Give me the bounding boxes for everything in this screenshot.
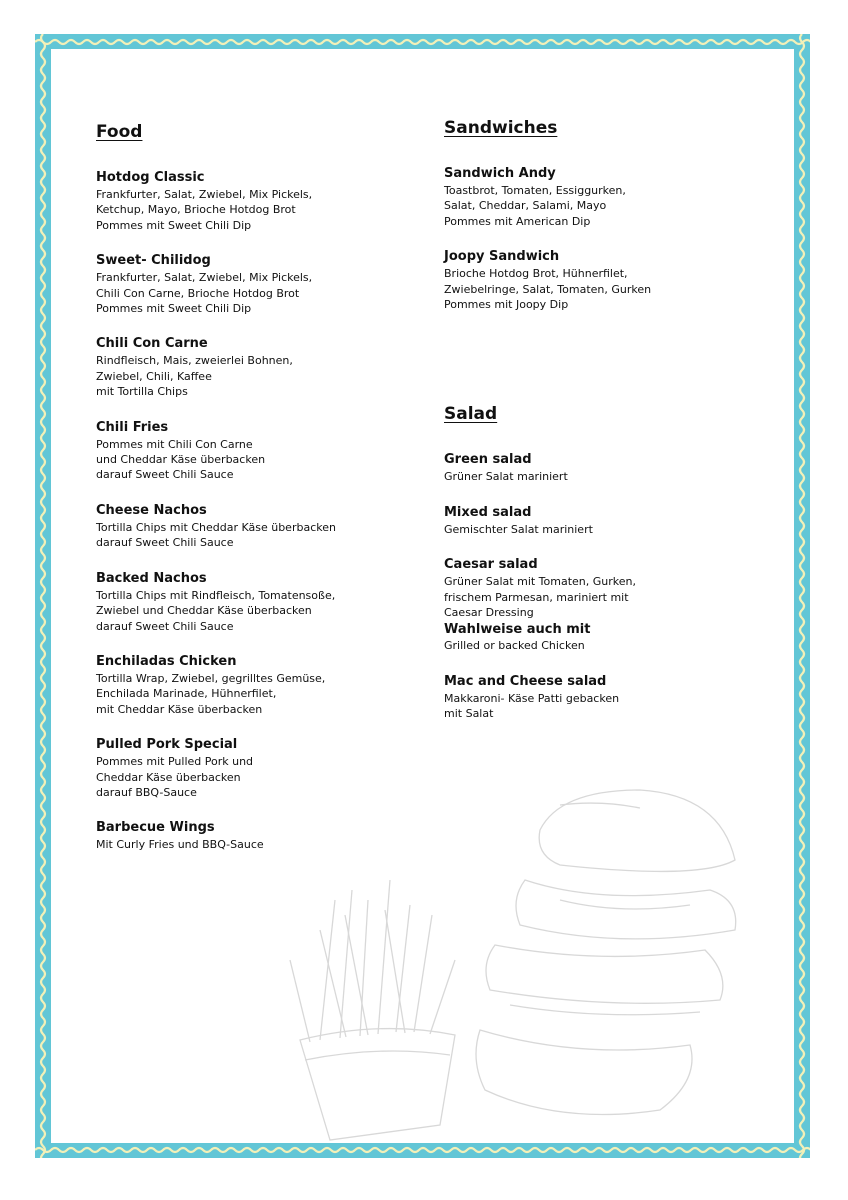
menu-item-name: Green salad <box>444 452 532 468</box>
burger-sketch <box>476 790 736 1115</box>
menu-item-description: Chili Con Carne, Brioche Hotdog Brot <box>96 286 300 300</box>
salad-menu-item <box>444 556 764 654</box>
menu-item-name: Caesar salad <box>444 557 538 573</box>
salad-section-title: Salad <box>444 404 498 425</box>
fries-sketch <box>290 880 455 1140</box>
food-menu-item <box>96 169 416 233</box>
menu-item-description: Pommes mit American Dip <box>444 214 591 228</box>
food-menu-item <box>96 502 416 551</box>
sandwich-menu-item <box>444 248 764 312</box>
salad-menu-item <box>444 673 764 722</box>
menu-item-option-description: Grilled or backed Chicken <box>444 639 585 653</box>
right-column <box>444 118 764 741</box>
menu-item-description: Pommes mit Joopy Dip <box>444 298 569 312</box>
menu-item-description: Frankfurter, Salat, Zwiebel, Mix Pickels, <box>96 188 313 201</box>
menu-item-description: Brioche Hotdog Brot, Hühnerfilet, <box>444 267 628 281</box>
menu-item-description: mit Cheddar Käse überbacken <box>96 702 263 716</box>
food-menu-item <box>96 819 416 852</box>
menu-item-name: Joopy Sandwich <box>444 249 560 265</box>
menu-item-description: Rindfleisch, Mais, zweierlei Bohnen, <box>96 354 293 368</box>
menu-item-name: Mac and Cheese salad <box>444 673 607 689</box>
menu-item-description: Zwiebel und Cheddar Käse überbacken <box>96 604 312 618</box>
food-menu-item <box>96 653 416 717</box>
menu-item-name: Sweet- Chilidog <box>96 253 211 269</box>
menu-item-description: Caesar Dressing <box>444 606 534 620</box>
menu-item-description: darauf Sweet Chili Sauce <box>96 619 234 633</box>
menu-item-name: Pulled Pork Special <box>96 737 238 753</box>
menu-item-description: darauf Sweet Chili Sauce <box>96 468 234 482</box>
food-menu-item <box>96 570 416 634</box>
menu-item-description: mit Tortilla Chips <box>96 385 188 399</box>
menu-item-description: darauf BBQ-Sauce <box>96 785 197 799</box>
sandwich-item-list <box>444 165 764 312</box>
menu-item-description: Toastbrot, Tomaten, Essiggurken, <box>444 184 626 197</box>
sandwiches-section-title: Sandwiches <box>444 118 558 138</box>
menu-item-description: Tortilla Chips mit Rindfleisch, Tomatensoße, <box>96 588 336 602</box>
menu-item-description: Pommes mit Chili Con Carne <box>96 437 253 451</box>
menu-item-description: Mit Curly Fries und BBQ-Sauce <box>96 838 264 852</box>
food-menu-item <box>96 736 416 800</box>
menu-item-name: Hotdog Classic <box>96 170 205 185</box>
menu-item-description: mit Salat <box>444 707 494 721</box>
menu-item-name: Cheese Nachos <box>96 502 207 518</box>
menu-item-description: und Cheddar Käse überbacken <box>96 453 266 467</box>
menu-item-description: Frankfurter, Salat, Zwiebel, Mix Pickels, <box>96 271 313 285</box>
menu-item-name: Backed Nachos <box>96 570 207 586</box>
food-section-title: Food <box>96 122 143 142</box>
food-menu-item <box>96 252 416 316</box>
menu-item-name: Enchiladas Chicken <box>96 653 237 669</box>
menu-item-name: Mixed salad <box>444 504 532 520</box>
sandwich-menu-item <box>444 165 764 229</box>
menu-item-name: Chili Fries <box>96 419 169 435</box>
menu-item-description: darauf Sweet Chili Sauce <box>96 536 234 550</box>
food-menu-item <box>96 335 416 399</box>
salad-item-list <box>444 451 764 721</box>
food-item-list <box>96 169 416 853</box>
menu-item-description: Pommes mit Sweet Chili Dip <box>96 302 252 316</box>
menu-item-option-name: Wahlweise auch mit <box>444 622 591 638</box>
menu-item-description: Grüner Salat mariniert <box>444 470 568 484</box>
menu-item-description: Grüner Salat mit Tomaten, Gurken, <box>444 575 637 589</box>
menu-item-description: Salat, Cheddar, Salami, Mayo <box>444 199 607 213</box>
food-menu-item <box>96 419 416 483</box>
menu-item-name: Sandwich Andy <box>444 166 556 181</box>
menu-item-name: Barbecue Wings <box>96 820 215 836</box>
menu-item-name: Chili Con Carne <box>96 336 208 352</box>
menu-item-description: Pommes mit Sweet Chili Dip <box>96 218 252 232</box>
food-column <box>96 122 416 872</box>
menu-item-description: Ketchup, Mayo, Brioche Hotdog Brot <box>96 203 296 217</box>
menu-item-description: Tortilla Wrap, Zwiebel, gegrilltes Gemüse, <box>96 671 326 685</box>
salad-menu-item <box>444 451 764 484</box>
menu-item-description: frischem Parmesan, mariniert mit <box>444 590 629 604</box>
menu-item-description: Enchilada Marinade, Hühnerfilet, <box>96 687 277 701</box>
menu-item-description: Makkaroni- Käse Patti gebacken <box>444 691 620 705</box>
menu-item-description: Pommes mit Pulled Pork und <box>96 755 254 769</box>
menu-item-description: Zwiebelringe, Salat, Tomaten, Gurken <box>444 282 652 296</box>
menu-item-description: Zwiebel, Chili, Kaffee <box>96 369 212 383</box>
salad-menu-item <box>444 504 764 537</box>
menu-item-description: Cheddar Käse überbacken <box>96 770 241 784</box>
menu-item-description: Tortilla Chips mit Cheddar Käse überbacken <box>96 520 336 534</box>
menu-item-description: Gemischter Salat mariniert <box>444 522 593 536</box>
